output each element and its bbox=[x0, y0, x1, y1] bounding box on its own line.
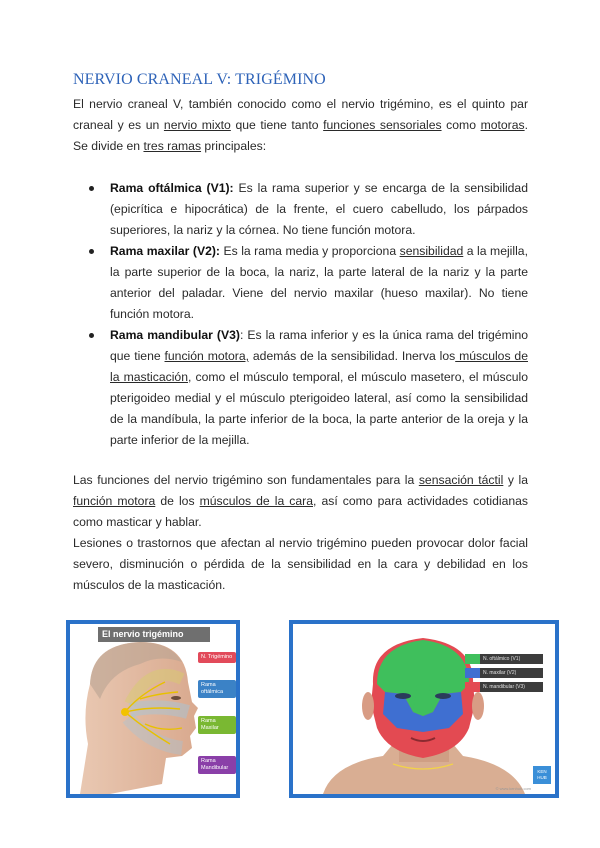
legend-swatch-red bbox=[465, 682, 480, 692]
label-ophthalmic-branch: Rama oftálmica bbox=[198, 680, 236, 698]
figure1-title: El nervio trigémino bbox=[98, 627, 210, 642]
legend-ophthalmic bbox=[465, 654, 543, 664]
intro-text-2: que tiene tanto bbox=[230, 118, 324, 132]
page-title: NERVIO CRANEAL V: TRIGÉMINO bbox=[73, 71, 326, 88]
bullet-icon bbox=[89, 186, 94, 191]
list-item-maxillary bbox=[73, 241, 528, 325]
list-item-ophthalmic bbox=[73, 178, 528, 241]
legend-swatch-blue bbox=[465, 668, 480, 678]
bullet-icon bbox=[89, 333, 94, 338]
intro-text-3: como bbox=[441, 118, 481, 132]
branch-name: Rama maxilar (V2): bbox=[110, 244, 220, 258]
face-front-illustration bbox=[293, 624, 555, 794]
intro-underline-three-branches: tres ramas bbox=[143, 139, 202, 153]
kenhub-logo-badge: KEN HUB bbox=[533, 766, 551, 784]
intro-text-5: principales: bbox=[201, 139, 267, 153]
label-trigeminal-nerve: N. Trigémino bbox=[198, 652, 236, 663]
branch-name: Rama mandibular (V3) bbox=[110, 328, 240, 342]
list-item-mandibular bbox=[73, 325, 528, 451]
underline-sensibility: sensibilidad bbox=[399, 244, 464, 258]
intro-text-4: . Se divide en bbox=[73, 118, 528, 153]
branch-description: además de la sensibilidad. Inerva los bbox=[249, 349, 456, 363]
branch-description: Es la rama media y proporciona bbox=[219, 244, 400, 258]
label-mandibular-branch: Rama Mandibular bbox=[198, 756, 236, 774]
branch-description: , como el músculo temporal, el músculo masetero, el músculo pterigoideo medial y el músculo pterigoideo lateral, así como la sensibilidad de la mandíbula, la parte inferior de la boca, la parte anterior de la oreja y la parte inferior de la mejilla. bbox=[110, 370, 528, 447]
branch-description: a la mejilla, la parte superior de la boca, la nariz, la parte lateral de la nariz y la parte anterior del paladar. Viene del nervio maxilar (hueso maxilar). No tiene función motora. bbox=[110, 244, 528, 321]
underline-motor-function: función motora bbox=[73, 494, 156, 508]
branch-description: : Es la rama inferior y es la única rama del trigémino que tiene bbox=[110, 328, 528, 363]
label-maxillary-branch: Rama Maxilar bbox=[198, 716, 236, 734]
functions-paragraph bbox=[73, 470, 528, 533]
underline-mastication-muscles: músculos de la masticación bbox=[110, 349, 528, 384]
legend-text-mandibular: N. mandibular (V3) bbox=[483, 684, 525, 690]
intro-paragraph bbox=[73, 94, 528, 157]
functions-text-1: Las funciones del nervio trigémino son fundamentales para la bbox=[73, 473, 419, 487]
underline-face-muscles: músculos de la cara bbox=[199, 494, 314, 508]
branches-list bbox=[73, 178, 528, 451]
image-credit: © www.kenhub.com bbox=[495, 786, 531, 791]
branch-description: Es la rama superior y se encarga de la sensibilidad (epicrítica e hipocrática) de la frente, el cuero cabelludo, los párpados superiores, la nariz y la córnea. No tiene función motora. bbox=[110, 181, 528, 237]
intro-underline-mixed-nerve: nervio mixto bbox=[163, 118, 231, 132]
functions-text-3: de los bbox=[155, 494, 200, 508]
legend-mandibular bbox=[465, 682, 543, 692]
underline-motor-function: función motora, bbox=[164, 349, 250, 363]
underline-tactile-sensation: sensación táctil bbox=[418, 473, 504, 487]
lesions-paragraph: Lesiones o trastornos que afectan al nervio trigémino pueden provocar dolor facial severo, disminución o pérdida de la sensibilidad en la cara y debilidad en los músculos de la masticación. bbox=[73, 536, 528, 592]
legend-text-maxillary: N. maxilar (V2) bbox=[483, 670, 517, 676]
intro-underline-motor: motoras bbox=[480, 118, 525, 132]
functions-text-4: , así como para actividades cotidianas como masticar y hablar. bbox=[73, 494, 528, 529]
legend-swatch-green bbox=[465, 654, 480, 664]
intro-text-1: El nervio craneal V, también conocido como el nervio trigémino, es el quinto par craneal y es un bbox=[73, 97, 528, 132]
legend-maxillary bbox=[465, 668, 543, 678]
figure-trigeminal-nerve-lateral bbox=[66, 620, 240, 798]
figure-face-dermatomes bbox=[289, 620, 559, 798]
functions-text-2: y la bbox=[503, 473, 529, 487]
bullet-icon bbox=[89, 249, 94, 254]
legend-text-ophthalmic: N. oftálmico (V1) bbox=[483, 656, 521, 662]
intro-underline-sensory: funciones sensoriales bbox=[323, 118, 442, 132]
branch-name: Rama oftálmica (V1): bbox=[110, 181, 234, 195]
